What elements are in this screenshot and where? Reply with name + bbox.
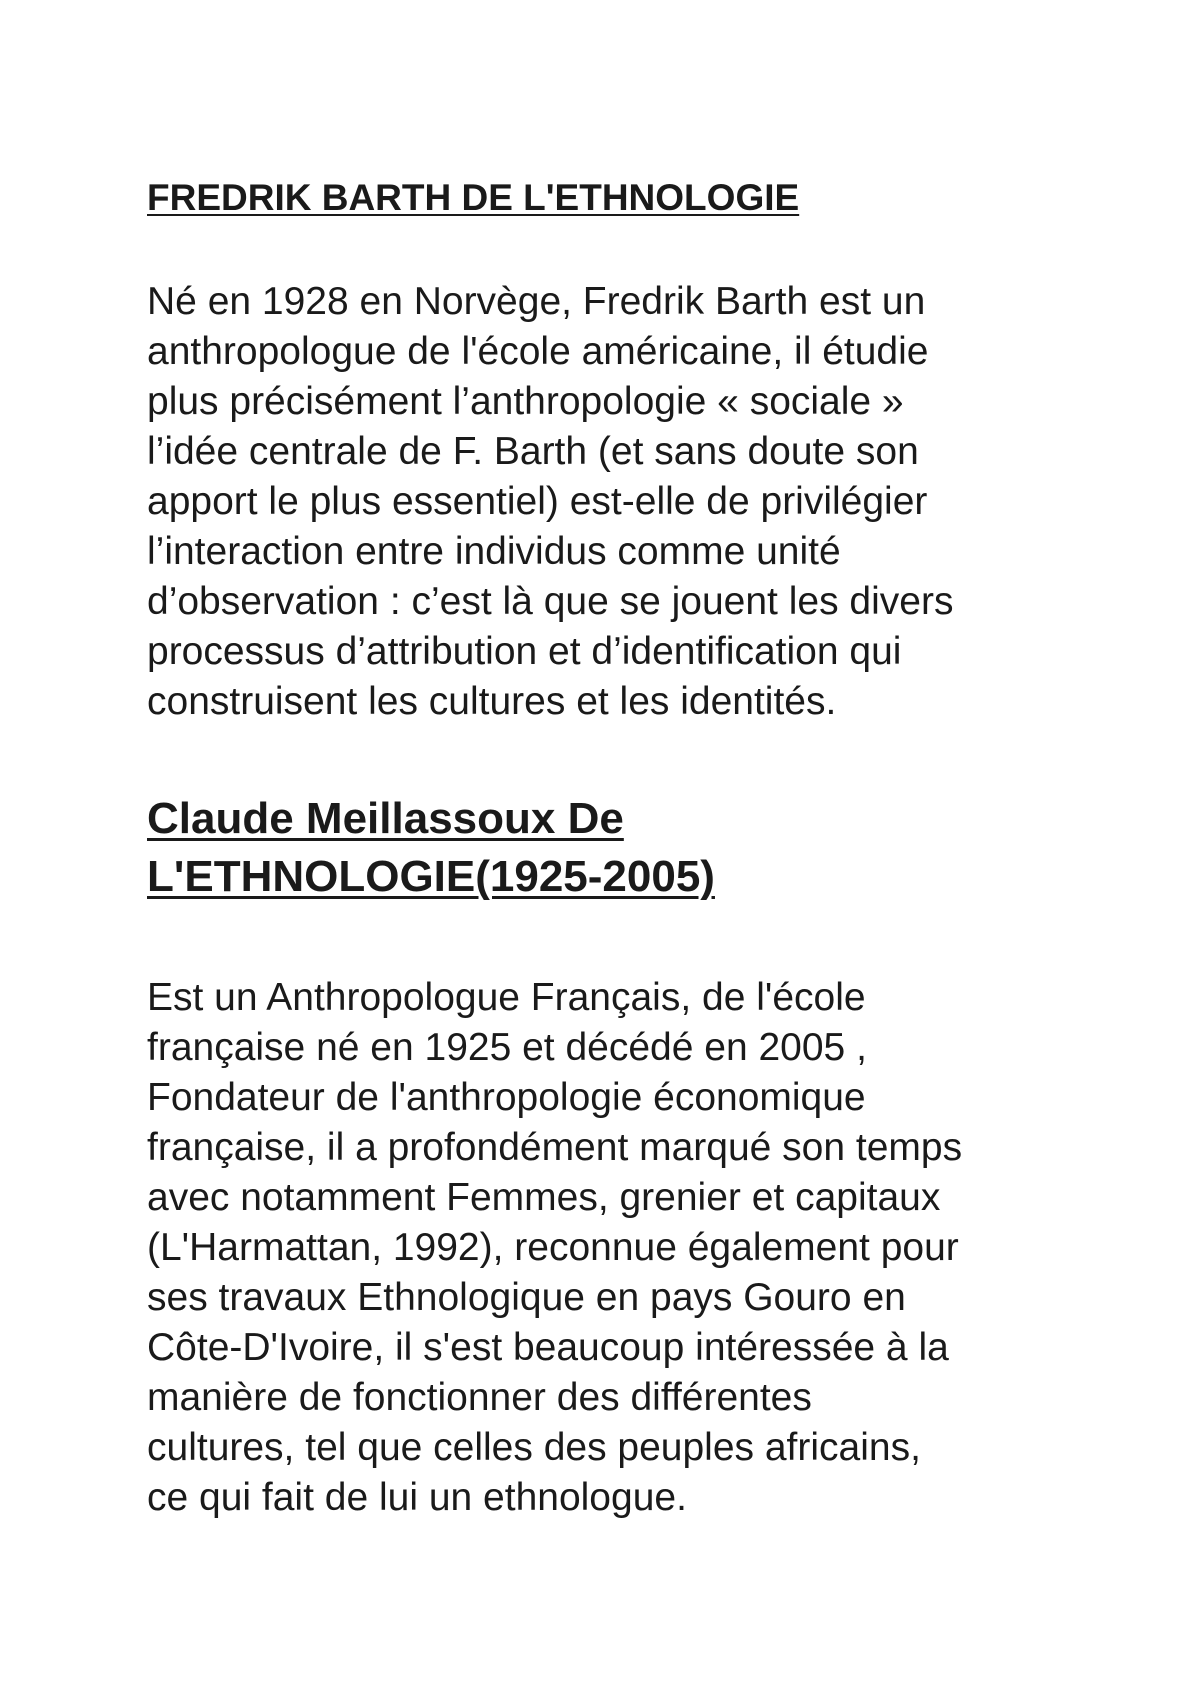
paragraph-line: Côte-D'Ivoire, il s'est beaucoup intéressée à la bbox=[147, 1326, 949, 1369]
paragraph-line: apport le plus essentiel) est-elle de privilégier bbox=[147, 480, 928, 523]
paragraph-line: cultures, tel que celles des peuples africains, bbox=[147, 1426, 921, 1469]
paragraph-line: l’interaction entre individus comme unité bbox=[147, 530, 841, 573]
paragraph-line: anthropologue de l'école américaine, il étudie bbox=[147, 330, 929, 373]
paragraph-line: processus d’attribution et d’identification qui bbox=[147, 630, 902, 673]
section-title-line: Claude Meillassoux De bbox=[147, 794, 624, 843]
section-title-barth: FREDRIK BARTH DE L'ETHNOLOGIE bbox=[147, 177, 800, 218]
paragraph-line: d’observation : c’est là que se jouent les divers bbox=[147, 580, 954, 623]
paragraph-line: Fondateur de l'anthropologie économique bbox=[147, 1076, 866, 1119]
section-title-line: L'ETHNOLOGIE(1925-2005) bbox=[147, 852, 715, 901]
paragraph-line: avec notamment Femmes, grenier et capitaux bbox=[147, 1176, 941, 1219]
paragraph-meillassoux bbox=[147, 973, 962, 1523]
paragraph-line: manière de fonctionner des différentes bbox=[147, 1376, 812, 1419]
paragraph-line: l’idée centrale de F. Barth (et sans doute son bbox=[147, 430, 919, 473]
paragraph-barth bbox=[147, 277, 953, 727]
paragraph-line: ses travaux Ethnologique en pays Gouro en bbox=[147, 1276, 906, 1319]
section-title-meillassoux bbox=[147, 790, 715, 906]
paragraph-line: plus précisément l’anthropologie « sociale » bbox=[147, 380, 904, 423]
paragraph-line: construisent les cultures et les identités. bbox=[147, 680, 837, 723]
paragraph-line: (L'Harmattan, 1992), reconnue également pour bbox=[147, 1226, 959, 1269]
paragraph-line: française, il a profondément marqué son temps bbox=[147, 1126, 963, 1169]
paragraph-line: française né en 1925 et décédé en 2005 , bbox=[147, 1026, 867, 1069]
paragraph-line: Est un Anthropologue Français, de l'école bbox=[147, 976, 866, 1019]
paragraph-line: ce qui fait de lui un ethnologue. bbox=[147, 1476, 687, 1519]
paragraph-line: Né en 1928 en Norvège, Fredrik Barth est un bbox=[147, 280, 926, 323]
